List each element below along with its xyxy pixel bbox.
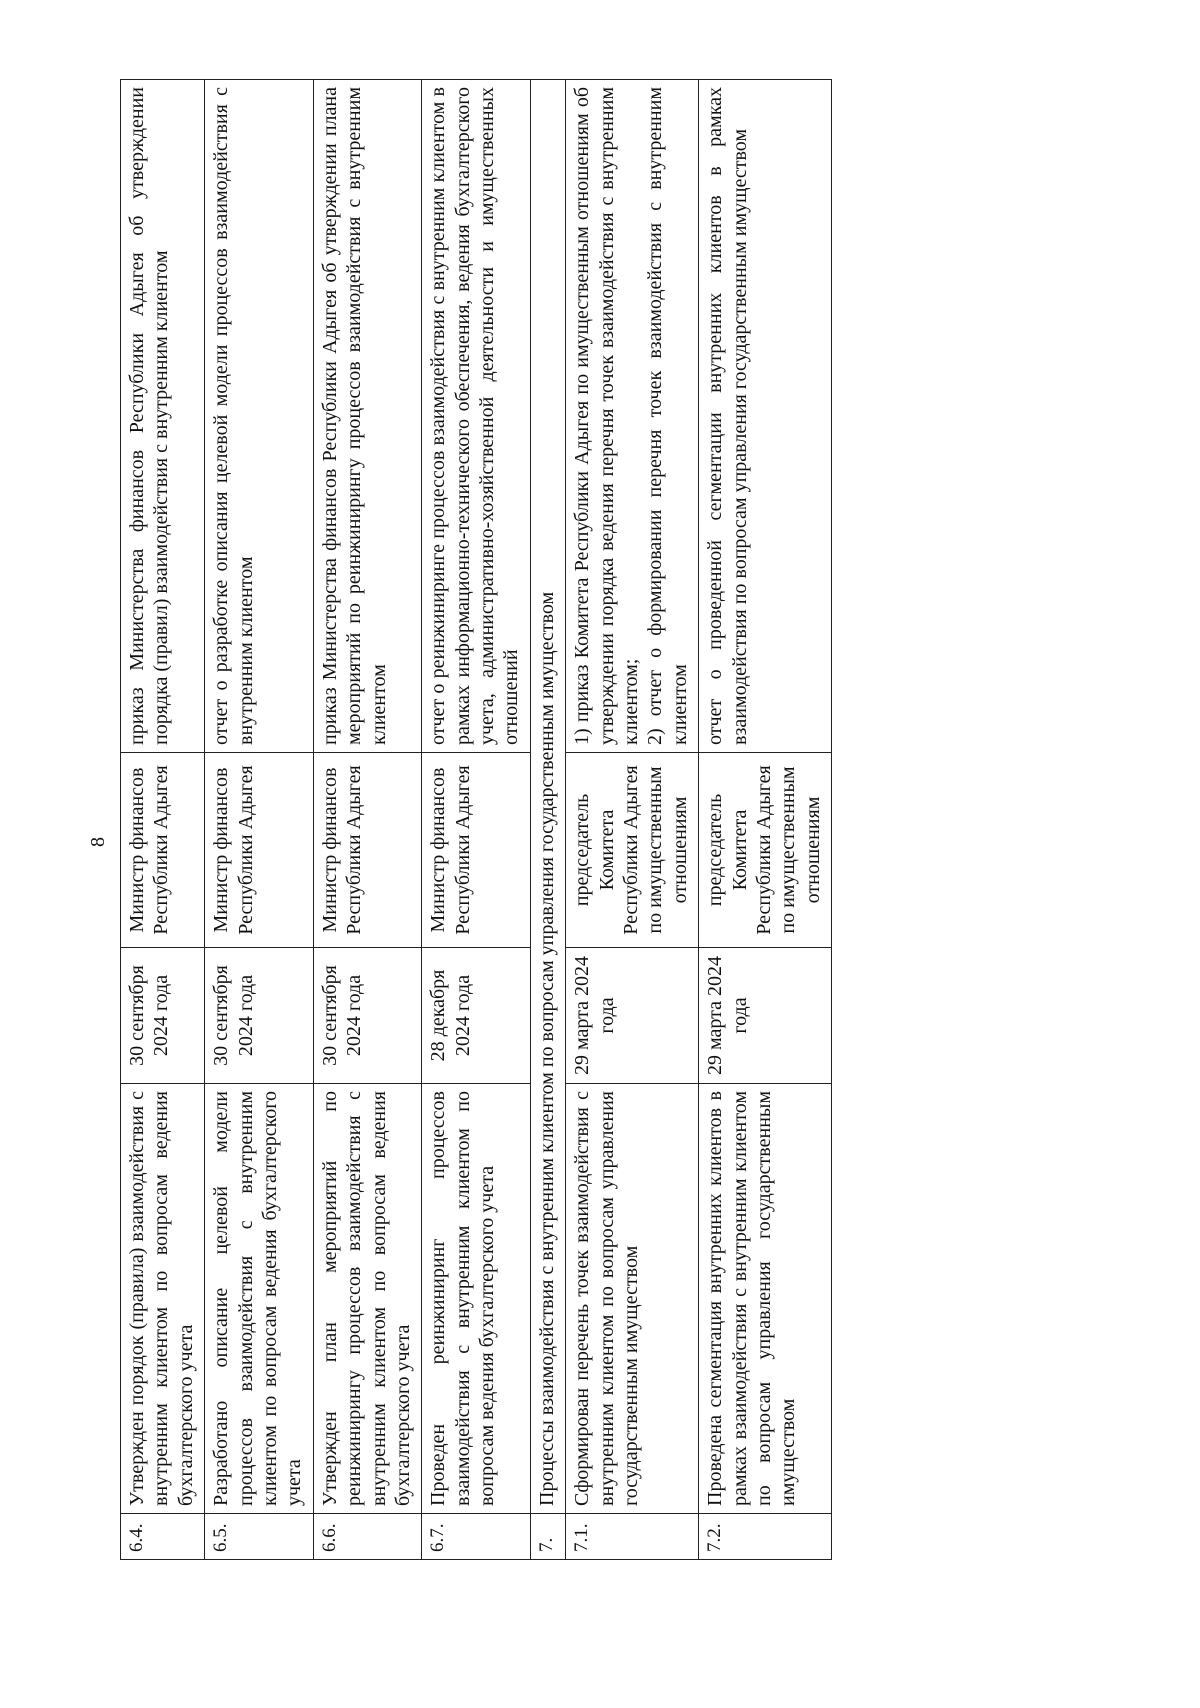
- task-cell: Разработано описание целевой модели процессов взаимодействия с внутренним клиентом по вопросам ведения бухгалтерского учета: [205, 1084, 314, 1514]
- deadline-cell: 30 сентября 2024 года: [121, 948, 205, 1084]
- task-cell: Проведена сегментация внутренних клиентов в рамках взаимодействия с внутренним клиентом по вопросам управления государственным имуществом: [699, 1084, 832, 1514]
- table-row: [566, 80, 699, 1560]
- deadline-cell: 29 марта 2024 года: [566, 948, 699, 1084]
- rotated-table-wrapper: [120, 80, 1080, 1560]
- deadline-cell: 28 декабря 2024 года: [422, 948, 531, 1084]
- row-number: 6.7.: [422, 1514, 531, 1560]
- table-row: [205, 80, 314, 1560]
- responsible-cell: председатель Комитета Республики Адыгея по имущественным отношениям: [699, 753, 832, 948]
- result-cell: отчет о разработке описания целевой модели процессов взаимодействия с внутренним клиентом: [205, 80, 314, 753]
- section-title: Процессы взаимодействия с внутренним клиентом по вопросам управления государственным имуществом: [530, 80, 565, 1514]
- responsible-cell: Министр финансов Республики Адыгея: [205, 753, 314, 948]
- responsible-cell: Министр финансов Республики Адыгея: [121, 753, 205, 948]
- result-cell: отчет о реинжиниринге процессов взаимодействия с внутренним клиентом в рамках информационно-технического обеспечения, ведения бухгалтерского учета, административно-хозяйственной деятельности и имущественных отношений: [422, 80, 531, 753]
- deadline-cell: 30 сентября 2024 года: [313, 948, 422, 1084]
- result-item: 2) отчет о формировании перечня точек взаимодействия с внутренним клиентом: [644, 87, 691, 745]
- result-cell: приказ Министерства финансов Республики Адыгея об утверждении порядка (правил) взаимодействия с внутренним клиентом: [121, 80, 205, 753]
- result-cell: отчет о проведенной сегментации внутренних клиентов в рамках взаимодействия по вопросам управления государственным имуществом: [699, 80, 832, 753]
- result-item: 1) приказ Комитета Республики Адыгея по имущественным отношениям об утверждении порядка ведения перечня точек взаимодействия с внутренним клиентом;: [571, 87, 643, 745]
- table-row: [121, 80, 205, 1560]
- result-cell: приказ Министерства финансов Республики Адыгея об утверждении плана мероприятий по реинжинирингу процессов взаимодействия с внутренним клиентом: [313, 80, 422, 753]
- task-cell: Проведен реинжиниринг процессов взаимодействия с внутренним клиентом по вопросам ведения бухгалтерского учета: [422, 1084, 531, 1514]
- table-row: [313, 80, 422, 1560]
- task-cell: Сформирован перечень точек взаимодействия с внутренним клиентом по вопросам управления государственным имуществом: [566, 1084, 699, 1514]
- section-row: [530, 80, 565, 1560]
- table-row: [422, 80, 531, 1560]
- row-number: 7.1.: [566, 1514, 699, 1560]
- responsible-cell: Министр финансов Республики Адыгея: [422, 753, 531, 948]
- responsible-cell: председатель Комитета Республики Адыгея по имущественным отношениям: [566, 753, 699, 948]
- responsible-cell: Министр финансов Республики Адыгея: [313, 753, 422, 948]
- page-number: 8: [87, 837, 109, 847]
- deadline-cell: 29 марта 2024 года: [699, 948, 832, 1084]
- deadline-cell: 30 сентября 2024 года: [205, 948, 314, 1084]
- result-cell: [566, 80, 699, 753]
- row-number: 6.4.: [121, 1514, 205, 1560]
- table-row: [699, 80, 832, 1560]
- row-number: 6.6.: [313, 1514, 422, 1560]
- plan-table: [120, 79, 832, 1560]
- task-cell: Утвержден порядок (правила) взаимодействия с внутренним клиентом по вопросам ведения бухгалтерского учета: [121, 1084, 205, 1514]
- row-number: 7.2.: [699, 1514, 832, 1560]
- row-number: 6.5.: [205, 1514, 314, 1560]
- task-cell: Утвержден план мероприятий по реинжинирингу процессов взаимодействия с внутренним клиентом по вопросам ведения бухгалтерского учета: [313, 1084, 422, 1514]
- section-number: 7.: [530, 1514, 565, 1560]
